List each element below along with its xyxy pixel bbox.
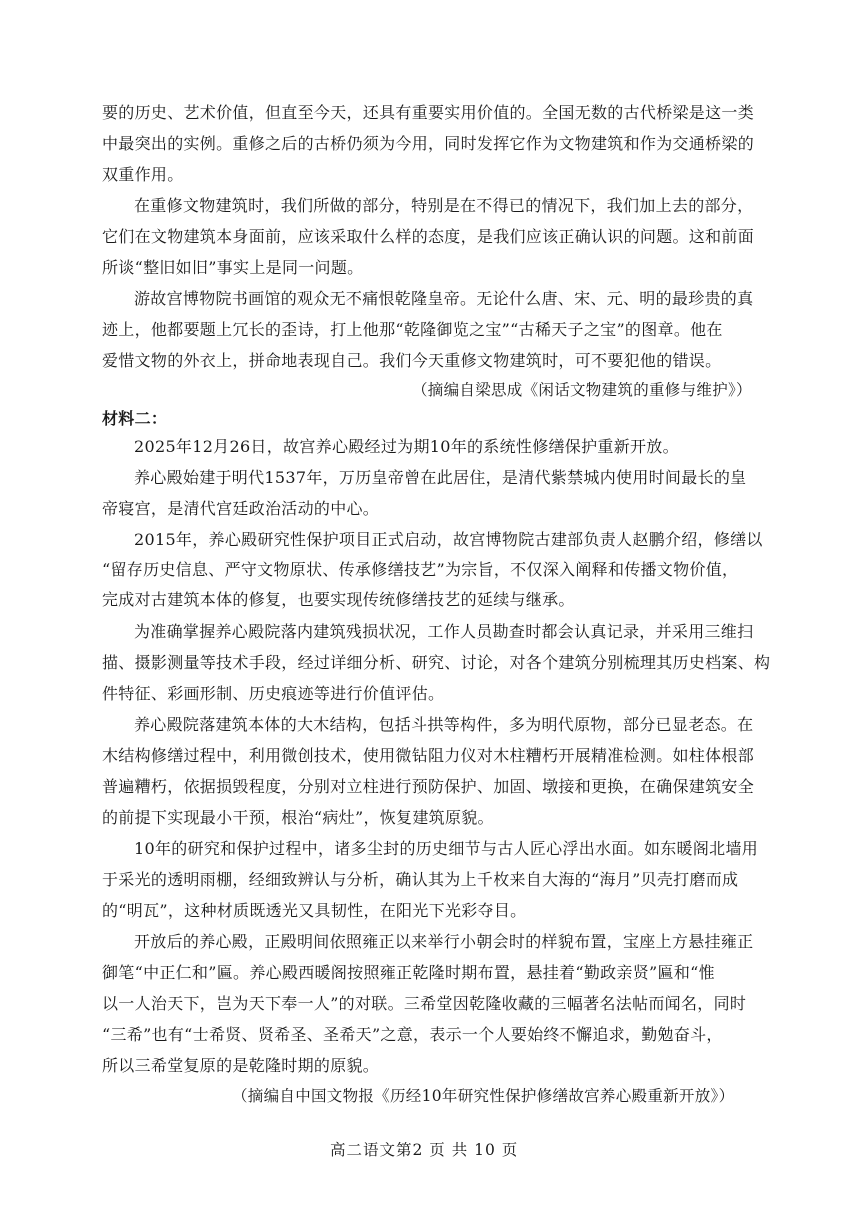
material1-line-6: 所谈“整旧如旧”事实上是同一问题。 [102,258,364,277]
material2-line-16: 的“明瓦”，这种材质既透光又具韧性，在阳光下光彩夺目。 [102,901,527,920]
material2-line-17: 开放后的养心殿，正殿明间依照雍正以来举行小朝会时的样貌布置，宝座上方悬挂雍正 [134,932,754,951]
material2-line-18: 御笔“中正仁和”匾。养心殿西暖阁按照雍正乾隆时期布置，悬挂着“勤政亲贤”匾和“惟 [102,963,715,982]
material2-line-14: 10年的研究和保护过程中，诸多尘封的历史细节与古人匠心浮出水面。如东暖阁北墙用 [134,839,759,858]
material1-line-5: 它们在文物建筑本身面前，应该采取什么样的态度，是我们应该正确认识的问题。这和前面 [102,227,755,246]
material1-line-4: 在重修文物建筑时，我们所做的部分，特别是在不得已的情况下，我们加上去的部分， [134,196,754,215]
material1-line-3: 双重作用。 [102,165,184,184]
material2-line-21: 所以三希堂复原的是乾隆时期的原貌。 [102,1056,380,1075]
material2-line-7: 为准确掌握养心殿院落内建筑残损状况，工作人员勘查时都会认真记录，并采用三维扫 [134,622,754,641]
material2-line-9: 件特征、彩画形制、历史痕迹等进行价值评估。 [102,684,445,703]
material1-source: （摘编自梁思成《闲话文物建筑的重修与维护》） [412,381,752,399]
material2-line-3: 帝寝宫，是清代宫廷政治活动的中心。 [102,499,380,518]
material1-line-7: 游故宫博物院书画馆的观众无不痛恨乾隆皇帝。无论什么唐、宋、元、明的最珍贵的真 [134,289,754,308]
material2-line-11: 木结构修缮过程中，利用微创技术，使用微钻阻力仪对木柱糟朽开展精准检测。如柱体根部 [102,746,755,765]
material2-source: （摘编自中国文物报《历经10年研究性保护修缮故宫养心殿重新开放》） [232,1087,735,1105]
material2-line-15: 于采光的透明雨棚，经细致辨认与分析，确认其为上千枚来自大海的“海月”贝壳打磨而成 [102,870,739,889]
material2-line-1: 2025年12月26日，故宫养心殿经过为期10年的系统性修缮保护重新开放。 [134,437,679,456]
material2-heading: 材料二： [102,409,168,428]
material1-line-9: 爱惜文物的外衣上，拼命地表现自己。我们今天重修文物建筑时，可不要犯他的错误。 [102,351,722,370]
material2-line-13: 的前提下实现最小干预，根治“病灶”，恢复建筑原貌。 [102,808,494,827]
material1-line-2: 中最突出的实例。重修之后的古桥仍须为今用，同时发挥它作为文物建筑和作为交通桥梁的 [102,134,755,153]
material2-line-10: 养心殿院落建筑本体的大木结构，包括斗拱等构件，多为明代原物，部分已显老态。在 [134,715,754,734]
page-footer: 高二语文第2 页 共 10 页 [330,1141,519,1159]
material2-line-20: “三希”也有“士希贤、贤希圣、圣希天”之意，表示一个人要始终不懈追求，勤勉奋斗， [102,1025,723,1044]
material2-line-12: 普遍糟朽，依据损毁程度，分别对立柱进行预防保护、加固、墩接和更换，在确保建筑安全 [102,777,755,796]
material2-line-8: 描、摄影测量等技术手段，经过详细分析、研究、讨论，对各个建筑分别梳理其历史档案、构 [102,653,771,672]
material2-line-5: “留存历史信息、严守文物原状、传承修缮技艺”为宗旨，不仅深入阐释和传播文物价值， [102,560,739,579]
material2-line-4: 2015年，养心殿研究性保护项目正式启动，故宫博物院古建部负责人赵鹏介绍，修缮以 [134,530,763,549]
material2-line-19: 以一人治天下，岂为天下奉一人”的对联。三希堂因乾隆收藏的三幅著名法帖而闻名，同时 [102,994,747,1013]
material1-line-8: 迹上，他都要题上冗长的歪诗，打上他那“乾隆御览之宝”“古稀天子之宝”的图章。他在 [102,320,723,339]
material2-line-6: 完成对古建筑本体的修复，也要实现传统修缮技艺的延续与继承。 [102,590,575,609]
material2-line-2: 养心殿始建于明代1537年，万历皇帝曾在此居住，是清代紫禁城内使用时间最长的皇 [134,468,747,487]
material1-line-1: 要的历史、艺术价值，但直至今天，还具有重要实用价值的。全国无数的古代桥梁是这一类 [102,103,755,122]
